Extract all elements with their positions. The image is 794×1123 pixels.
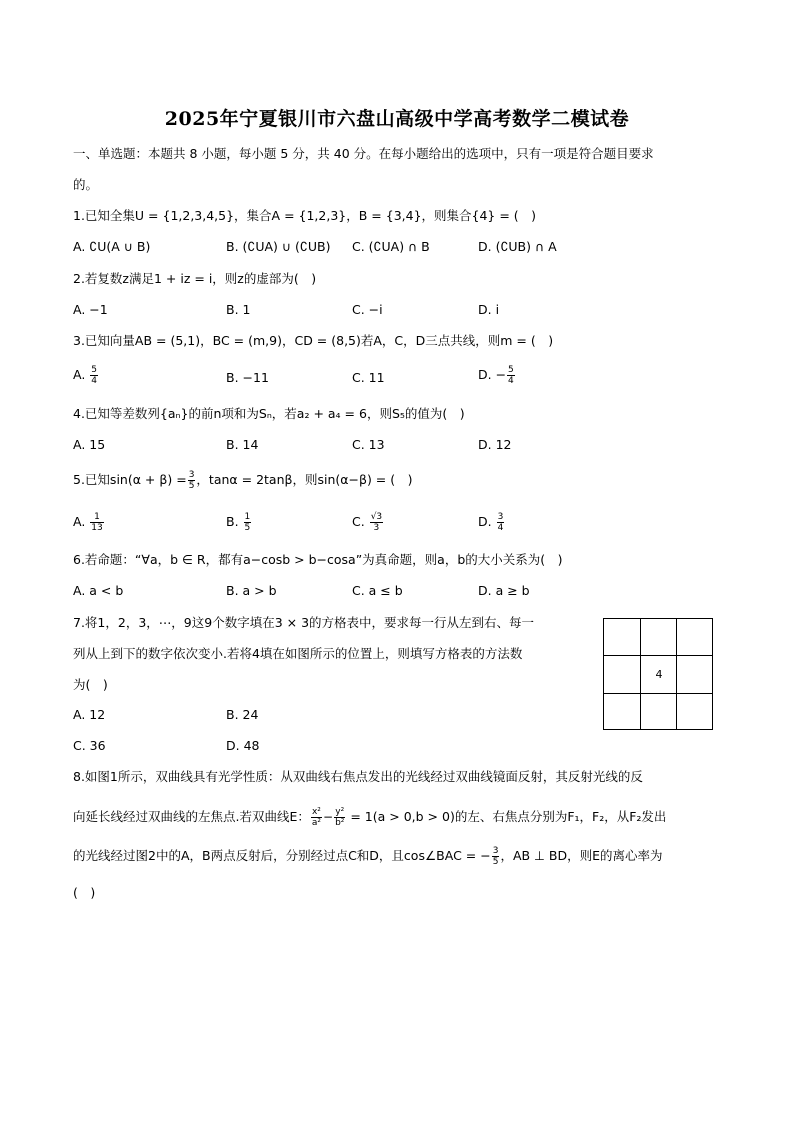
question-7-option-b[interactable]: B. 24	[226, 707, 259, 722]
numerator: 3	[497, 512, 504, 522]
question-3-stem: 3.已知向量AB = (5,1)，BC = (m,9)，CD = (8,5)若A，C，D三点共线，则m = ( )	[73, 333, 554, 348]
fraction	[370, 512, 383, 533]
question-2-option-a[interactable]: A. −1	[73, 302, 108, 317]
numerator: 1	[244, 512, 251, 522]
fraction	[244, 512, 252, 533]
question-4-stem: 4.已知等差数列{aₙ}的前n项和为Sₙ，若a₂ + a₄ = 6，则S₅的值为( )	[73, 406, 465, 421]
question-7-option-c[interactable]: C. 36	[73, 738, 106, 753]
denominator: 3	[373, 523, 380, 533]
question-2-option-d[interactable]: D. i	[478, 302, 500, 317]
fraction	[311, 807, 322, 828]
option-label: A.	[73, 367, 90, 382]
question-2-option-c[interactable]: C. −i	[352, 302, 383, 317]
question-5-option-d[interactable]	[478, 512, 505, 533]
question-5-option-a[interactable]	[73, 512, 105, 533]
question-7-stem-line: 7.将1，2，3，⋯，9这9个数字填在3 × 3的方格表中，要求每一行从左到右、每一	[73, 615, 535, 630]
numerator: 3	[492, 846, 499, 856]
section-heading-cont: 的。	[73, 177, 99, 192]
question-8-stem-line	[73, 846, 663, 867]
denominator: 5	[492, 857, 499, 867]
question-6-option-b[interactable]: B. a > b	[226, 583, 277, 598]
stem-part: ，tanα = 2tanβ，则sin(α−β) = ( )	[196, 472, 413, 487]
question-8-stem-line	[73, 807, 666, 828]
fraction	[497, 512, 505, 533]
question-4-option-a[interactable]: A. 15	[73, 437, 106, 452]
question-4-option-d[interactable]: D. 12	[478, 437, 512, 452]
option-label: B.	[226, 514, 243, 529]
numerator: y²	[335, 807, 345, 817]
option-label: D. −	[478, 367, 507, 382]
question-7-option-a[interactable]: A. 12	[73, 707, 106, 722]
question-2-option-b[interactable]: B. 1	[226, 302, 251, 317]
fraction	[188, 470, 196, 491]
stem-part: ，AB ⊥ BD，则E的离心率为	[500, 848, 663, 863]
grid-cell-value: 4	[655, 668, 663, 682]
denominator: 5	[244, 523, 251, 533]
question-5-option-c[interactable]	[352, 512, 384, 533]
stem-part: 向延长线经过双曲线的左焦点.若双曲线E：	[73, 809, 310, 824]
denominator: 13	[91, 523, 103, 533]
question-7-stem-line: 列从上到下的数字依次变小.若将4填在如图所示的位置上，则填写方格表的方法数	[73, 646, 523, 661]
question-4-option-b[interactable]: B. 14	[226, 437, 259, 452]
fraction	[334, 807, 345, 828]
numerator: 1	[90, 512, 103, 523]
fraction	[90, 512, 103, 533]
denominator: 4	[91, 376, 98, 386]
page-title: 2025年宁夏银川市六盘山高级中学高考数学二模试卷	[164, 108, 630, 130]
question-6-option-d[interactable]: D. a ≥ b	[478, 583, 530, 598]
question-1-option-d[interactable]: D. (∁UB) ∩ A	[478, 239, 557, 254]
question-3-option-d[interactable]	[478, 365, 516, 386]
question-3-option-c[interactable]: C. 11	[352, 370, 385, 385]
numerator: 3	[188, 470, 195, 480]
question-8-stem-line: ( )	[73, 885, 96, 900]
option-label: D.	[478, 514, 496, 529]
stem-part: 的光线经过图2中的A，B两点反射后，分别经过点C和D，且cos∠BAC = −	[73, 848, 491, 863]
stem-part: 5.已知sin(α + β) =	[73, 472, 187, 487]
question-1-option-c[interactable]: C. (∁UA) ∩ B	[352, 239, 430, 254]
question-6-option-c[interactable]: C. a ≤ b	[352, 583, 403, 598]
option-label: C.	[352, 514, 369, 529]
fraction	[492, 846, 500, 867]
question-6-stem: 6.若命题：“∀a，b ∈ R，都有a−cosb > b−cosa”为真命题，则a，b的大小关系为( )	[73, 552, 563, 567]
question-5-option-b[interactable]	[226, 512, 252, 533]
denominator: 4	[497, 523, 504, 533]
question-2-stem: 2.若复数z满足1 + iz = i，则z的虚部为( )	[73, 271, 317, 286]
numerator: x²	[311, 807, 321, 817]
option-label: A.	[73, 514, 90, 529]
question-1-option-a[interactable]: A. ∁U(A ∪ B)	[73, 239, 151, 254]
fraction	[90, 365, 98, 386]
question-1-stem: 1.已知全集U = {1,2,3,4,5}，集合A = {1,2,3}，B = {3,4}，则集合{4} = ( )	[73, 208, 537, 223]
numerator: 5	[91, 365, 98, 375]
denominator: 4	[508, 376, 514, 386]
number-grid-figure	[603, 618, 713, 730]
question-8-stem-line: 8.如图1所示，双曲线具有光学性质：从双曲线右焦点发出的光线经过双曲线镜面反射，其反射光线的反	[73, 769, 643, 784]
question-3-option-a[interactable]	[73, 365, 99, 386]
minus-sign: −	[323, 810, 334, 824]
question-3-option-b[interactable]: B. −11	[226, 370, 269, 385]
question-1-option-b[interactable]: B. (∁UA) ∪ (∁UB)	[226, 239, 331, 254]
question-6-option-a[interactable]: A. a < b	[73, 583, 124, 598]
fraction	[507, 365, 515, 386]
question-7-option-d[interactable]: D. 48	[226, 738, 260, 753]
question-4-option-c[interactable]: C. 13	[352, 437, 385, 452]
stem-part: = 1(a > 0,b > 0)的左、右焦点分别为F₁，F₂，从F₂发出	[346, 809, 667, 824]
numerator: 5	[508, 365, 514, 375]
denominator: a²	[311, 818, 321, 828]
denominator: 5	[188, 481, 195, 491]
denominator: b²	[335, 818, 345, 828]
section-heading: 一、单选题：本题共 8 小题，每小题 5 分，共 40 分。在每小题给出的选项中，只有一项是符合题目要求	[73, 146, 654, 161]
question-5-stem	[73, 470, 413, 491]
question-7-stem-line: 为( )	[73, 677, 108, 692]
numerator: √3	[370, 512, 383, 522]
